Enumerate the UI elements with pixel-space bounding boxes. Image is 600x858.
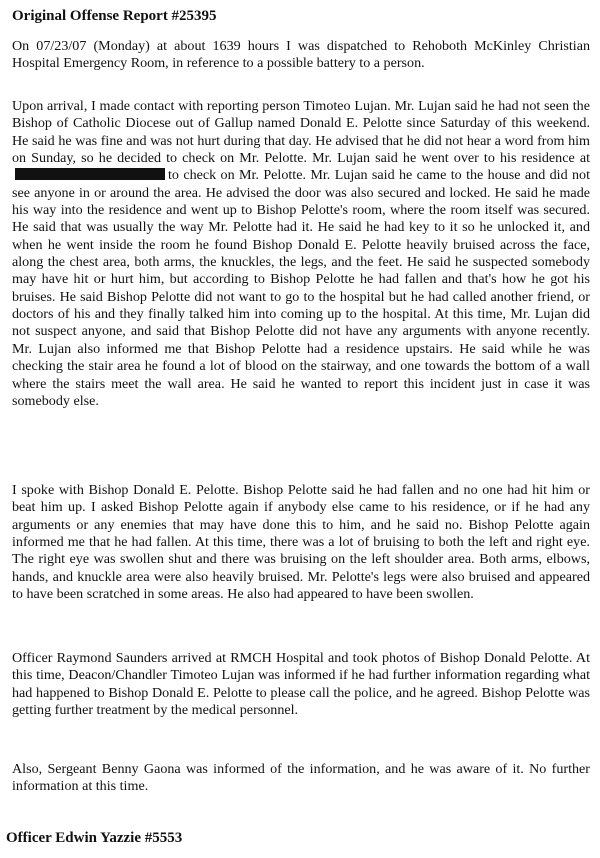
paragraph-photos: Officer Raymond Saunders arrived at RMCH Hospital and took photos of Bishop Donald Pelotte. At this time, Deacon/Chandler Timoteo Lujan was informed if he had further information regarding what had happened to Bishop Donald E. Pelotte to please call the police, and he agreed. Bishop Pelotte was getting further treatment by the medical personnel.	[12, 650, 590, 719]
officer-signature: Officer Edwin Yazzie #5553	[6, 830, 183, 846]
paragraph-dispatch: On 07/23/07 (Monday) at about 1639 hours I was dispatched to Rehoboth McKinley Christian Hospital Emergency Room, in reference to a possible battery to a person.	[12, 38, 590, 72]
paragraph-arrival	[12, 98, 590, 410]
paragraph-closing: Also, Sergeant Benny Gaona was informed of the information, and he was aware of it. No further information at this time.	[12, 761, 590, 795]
paragraph-bishop-statement: I spoke with Bishop Donald E. Pelotte. Bishop Pelotte said he had fallen and no one had hit him or beat him up. I asked Bishop Pelotte again if anybody else came to his residence, or if he had any arguments or any enemies that may have done this to him, and he said no. Bishop Pelotte again informed me that he had fallen. At this time, there was a lot of bruising to both the left and right eye. The right eye was swollen shut and there was bruising on the left shoulder area. Both arms, elbows, hands, and knuckle area were also heavily bruised. Mr. Pelotte's legs were also bruised and appeared to have been scratched in some areas. He also had appeared to have been swollen.	[12, 482, 590, 603]
report-title: Original Offense Report #25395	[12, 8, 217, 24]
paragraph-arrival-text-after: to check on Mr. Pelotte. Mr. Lujan said he came to the house and did not see anyone in or around the area. He advised the door was also secured and locked. He said he made his way into the residence and went up to Bishop Pelotte's room, where the room itself was secured. He said that was usually the way Mr. Pelotte had it. He said he had key to it so he unlocked it, and when he went inside the room he found Bishop Donald E. Pelotte heavily bruised across the face, along the chest area, both arms, the knuckles, the legs, and the feet. He said he suspected somebody may have hit or hurt him, but according to Bishop Pelotte he had fallen and that's how he got his bruises. He said Bishop Pelotte did not want to go to the hospital but he had called another friend, or doctors of his and they finally talked him into coming up to the hospital. At this time, Mr. Lujan did not suspect anyone, and said that Bishop Pelotte did not have any arguments with anyone recently. Mr. Lujan also informed me that Bishop Pelotte had a residence upstairs. He said while he was checking the stair area he found a lot of blood on the stairway, and one towards the bottom of a wall where the stairs meet the wall area. He said he wanted to report this incident just in case it was somebody else.	[12, 167, 590, 409]
paragraph-arrival-text-before: Upon arrival, I made contact with reporting person Timoteo Lujan. Mr. Lujan said he had not seen the Bishop of Catholic Diocese out of Gallup named Donald E. Pelotte since Saturday of this weekend. He said he was fine and was not hurt during that day. He advised that he did not hear a word from him on Sunday, so he decided to check on Mr. Pelotte. Mr. Lujan said he went over to his residence at	[12, 98, 590, 167]
redacted-address-bar	[15, 168, 165, 180]
